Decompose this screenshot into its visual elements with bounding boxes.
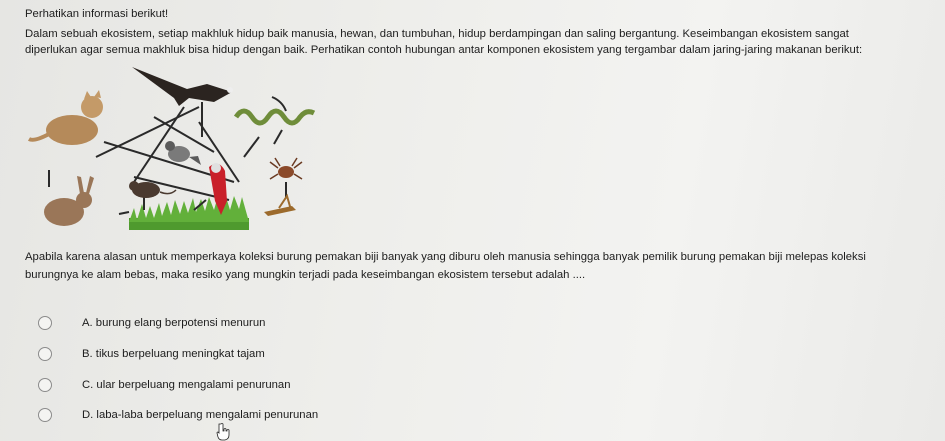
- radio-button-b[interactable]: [38, 347, 52, 361]
- option-a[interactable]: [38, 314, 265, 332]
- food-web-illustration: [24, 62, 342, 244]
- option-b[interactable]: [38, 345, 265, 363]
- radio-button-d[interactable]: [38, 408, 52, 422]
- option-b-label: B. tikus berpeluang meningkat tajam: [82, 348, 265, 360]
- question-prompt-line-2: burungnya ke alam bebas, maka resiko yang mungkin terjadi pada keseimbangan ekosistem tersebut adalah ....: [25, 269, 586, 281]
- option-d-label: D. laba-laba berpeluang mengalami penurunan: [82, 409, 319, 421]
- option-c-label: C. ular berpeluang mengalami penurunan: [82, 379, 291, 391]
- spider-icon: [270, 158, 302, 179]
- eagle-icon: [132, 67, 233, 106]
- rabbit-icon: [44, 176, 94, 226]
- cat-icon: [29, 90, 103, 145]
- intro-line-2: diperlukan agar semua makhluk bisa hidup dengan baik. Perhatikan contoh hubungan antar komponen ekosistem yang tergambar dalam jaring-jaring makanan berikut:: [25, 44, 863, 56]
- question-prompt-line-1: Apabila karena alasan untuk memperkaya koleksi burung pemakan biji banyak yang diburu oleh manusia sehingga banyak pemilik burung pemakan biji melepas koleksi: [25, 251, 866, 263]
- option-c[interactable]: [38, 376, 291, 394]
- radio-button-c[interactable]: [38, 378, 52, 392]
- option-a-label: A. burung elang berpotensi menurun: [82, 317, 266, 329]
- grass-icon: [129, 196, 249, 230]
- option-d[interactable]: [38, 406, 318, 424]
- intro-line-1: Dalam sebuah ekosistem, setiap makhluk hidup baik manusia, hewan, dan tumbuhan, hidup berdampingan dan saling bergantung. Keseimbangan ekosistem sangat: [25, 28, 849, 40]
- radio-button-a[interactable]: [38, 316, 52, 330]
- hand-cursor-icon: [216, 423, 230, 441]
- snake-icon: [236, 111, 314, 123]
- grasshopper-icon: [264, 196, 296, 216]
- mouse-icon: [129, 181, 176, 198]
- heading: Perhatikan informasi berikut!: [25, 8, 169, 20]
